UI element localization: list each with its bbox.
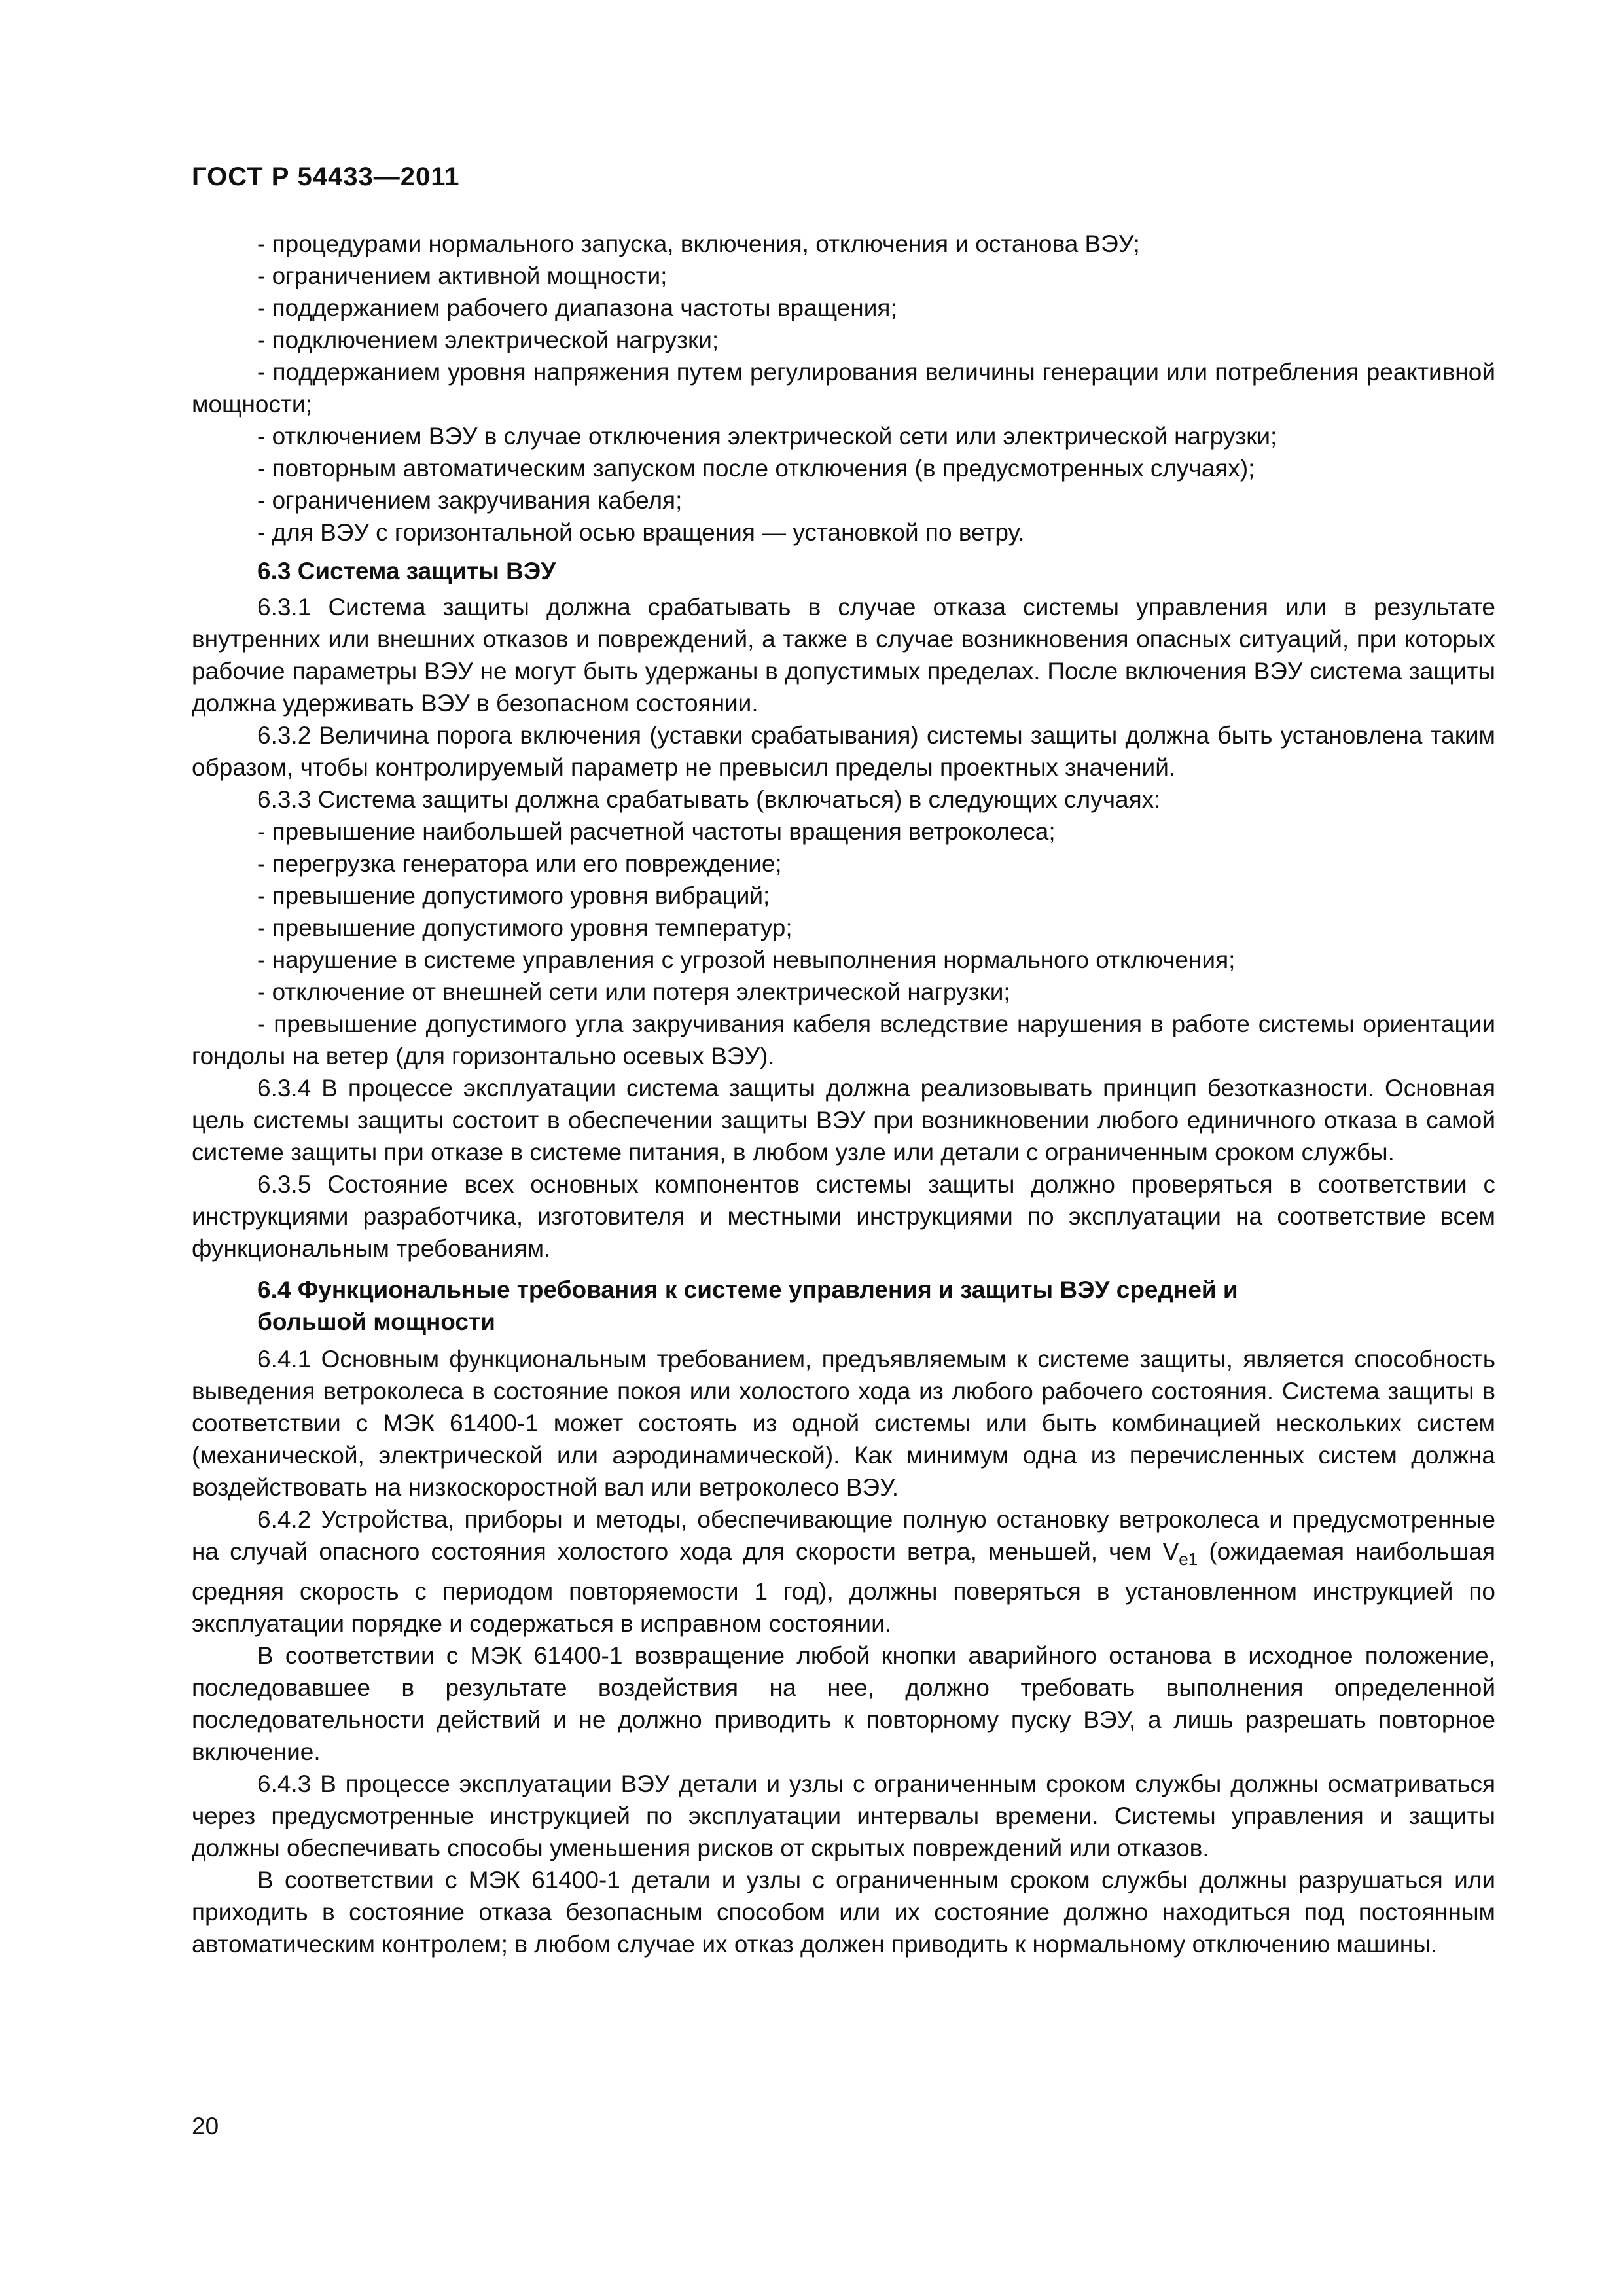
list-item: - отключение от внешней сети или потеря электрической нагрузки; bbox=[257, 978, 1010, 1005]
list-item: - превышение наибольшей расчетной частоты вращения ветроколеса; bbox=[257, 818, 1056, 845]
paragraph: В соответствии с МЭК 61400-1 детали и узлы с ограниченным сроком службы должны разрушаться или приходить в состояние отказа безопасным способом или их состояние должно находиться под постоянным автоматическим контролем; в любом случае их отказ должен приводить к нормальному отключению машины. bbox=[192, 1867, 1495, 1958]
list-item: - повторным автоматическим запуском после отключения (в предусмотренных случаях); bbox=[257, 455, 1255, 482]
list-item: - ограничением активной мощности; bbox=[257, 262, 668, 289]
list-item: - перегрузка генератора или его повреждение; bbox=[257, 850, 782, 877]
paragraph: 6.3.1 Система защиты должна срабатывать в случае отказа системы управления или в результате внутренних или внешних отказов и повреждений, а также в случае возникновения опасных ситуаций, при которых рабочие параметры ВЭУ не могут быть удержаны в допустимых пределах. После включения ВЭУ система защиты должна удерживать ВЭУ в безопасном состоянии. bbox=[192, 594, 1495, 717]
list-item: - ограничением закручивания кабеля; bbox=[257, 487, 683, 514]
paragraph: 6.4.3 В процессе эксплуатации ВЭУ детали и узлы с ограниченным сроком службы должны осматриваться через предусмотренные инструкцией по эксплуатации интервалы времени. Системы управления и защиты должны обеспечивать способы уменьшения рисков от скрытых повреждений или отказов. bbox=[192, 1770, 1495, 1861]
paragraph: 6.3.2 Величина порога включения (уставки срабатывания) системы защиты должна быть установлена таким образом, чтобы контролируемый параметр не превысил пределы проектных значений. bbox=[192, 722, 1495, 781]
page-number: 20 bbox=[192, 2113, 219, 2140]
paragraph: В соответствии с МЭК 61400-1 возвращение любой кнопки аварийного останова в исходное положение, последовавшее в результате воздействия на нее, должно требовать выполнения определенной последовательности действий и не должно приводить к повторному пуску ВЭУ, а лишь разрешать повторное включение. bbox=[192, 1642, 1495, 1765]
list-item: - нарушение в системе управления с угрозой невыполнения нормального отключения; bbox=[257, 946, 1236, 973]
section-heading bbox=[192, 1274, 1495, 1338]
list-item: - превышение допустимого уровня вибраций; bbox=[257, 882, 770, 909]
paragraph: 6.3.3 Система защиты должна срабатывать (включаться) в следующих случаях: bbox=[257, 786, 1161, 813]
paragraph: 6.3.4 В процессе эксплуатации система защиты должна реализовывать принцип безотказности. Основная цель системы защиты состоит в обеспечении защиты ВЭУ при возникновении любого единичного отказа в самой системе защиты при отказе в системе питания, в любом узле или детали с ограниченным сроком службы. bbox=[192, 1075, 1495, 1166]
section-heading: 6.3 Система защиты ВЭУ bbox=[257, 558, 556, 584]
subscript: e1 bbox=[1179, 1549, 1198, 1569]
document-header: ГОСТ Р 54433—2011 bbox=[192, 162, 460, 191]
paragraph-text: 6.4.2 Устройства, приборы и методы, обеспечивающие полную остановку ветроколеса и предусмотренные на случай опасного состояния холостого хода для скорости ветра, меньшей, чем V bbox=[192, 1506, 1495, 1565]
paragraph bbox=[192, 1503, 1495, 1640]
list-item: - подключением электрической нагрузки; bbox=[257, 327, 719, 353]
paragraph: 6.4.1 Основным функциональным требованием, предъявляемым к системе защиты, является способность выведения ветроколеса в состояние покоя или холостого хода из любого рабочего состояния. Система защиты в соответствии с МЭК 61400-1 может состоять из одной системы или быть комбинацией нескольких систем (механической, электрической или аэродинамической). Как минимум одна из перечисленных систем должна воздействовать на низкоскоростной вал или ветроколесо ВЭУ. bbox=[192, 1346, 1495, 1501]
section-heading-line: большой мощности bbox=[257, 1308, 495, 1335]
paragraph: 6.3.5 Состояние всех основных компонентов системы защиты должно проверяться в соответствии с инструкциями разработчика, изготовителя и местными инструкциями по эксплуатации на соответствие всем функциональным требованиям. bbox=[192, 1171, 1495, 1262]
list-item: - отключением ВЭУ в случае отключения электрической сети или электрической нагрузки; bbox=[257, 423, 1277, 450]
list-item: - для ВЭУ с горизонтальной осью вращения — установкой по ветру. bbox=[257, 519, 1025, 546]
list-item: - процедурами нормального запуска, включения, отключения и останова ВЭУ; bbox=[257, 230, 1140, 257]
list-item: - поддержанием рабочего диапазона частоты вращения; bbox=[257, 295, 897, 321]
section-heading-line: 6.4 Функциональные требования к системе управления и защиты ВЭУ средней и bbox=[257, 1276, 1238, 1303]
list-item: - превышение допустимого угла закручивания кабеля вследствие нарушения в работе системы ориентации гондолы на ветер (для горизонтально осевых ВЭУ). bbox=[192, 1011, 1495, 1069]
paragraph-text: (ожидаемая наибольшая средняя скорость с периодом повторяемости 1 год), должны поверяться в установленном инструкцией по эксплуатации порядке и содержаться в исправном состоянии. bbox=[192, 1538, 1495, 1637]
list-item: - поддержанием уровня напряжения путем регулирования величины генерации или потребления реактивной мощности; bbox=[192, 359, 1495, 418]
document-body bbox=[192, 228, 1495, 1960]
list-item: - превышение допустимого уровня температур; bbox=[257, 914, 793, 941]
